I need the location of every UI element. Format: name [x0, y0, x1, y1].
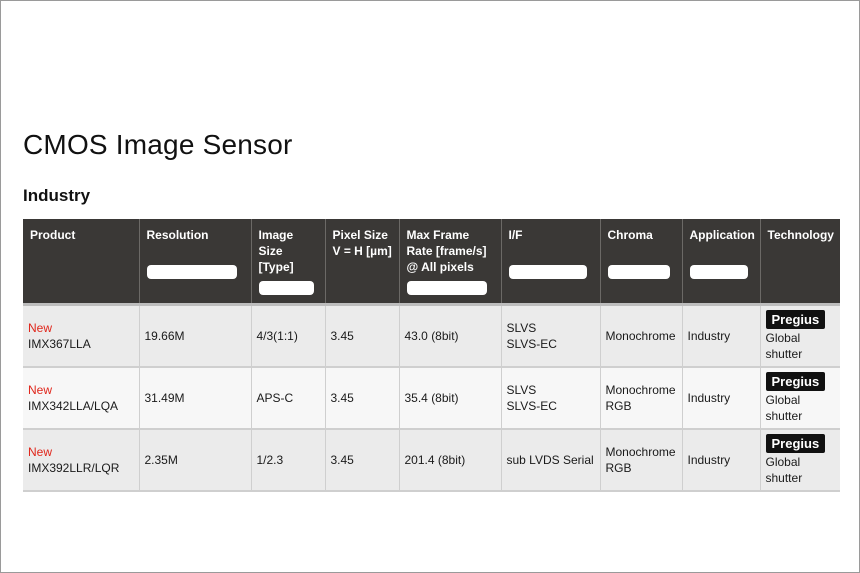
product-name[interactable]: IMX342LLA/LQA — [28, 399, 119, 413]
new-badge: New — [28, 383, 53, 397]
resolution-cell: 19.66M — [139, 305, 251, 368]
col-technology[interactable] — [760, 219, 840, 305]
col-technology-label: Technology — [767, 228, 834, 242]
col-resolution-label: Resolution — [146, 228, 209, 242]
chroma-filter[interactable] — [608, 265, 671, 279]
col-image-size[interactable] — [251, 219, 325, 305]
interface-line: sub LVDS Serial — [506, 453, 594, 467]
frame-rate-filter[interactable] — [407, 281, 488, 295]
image-size-cell: 1/2.3 — [251, 429, 325, 491]
col-pixel-size-label: Pixel Size V = H [µm] — [332, 228, 392, 258]
pixel-size-cell: 3.45 — [325, 429, 399, 491]
product-name[interactable]: IMX392LLR/LQR — [28, 461, 120, 475]
col-application-label: Application — [689, 228, 755, 242]
application-cell: Industry — [682, 429, 760, 491]
chroma-line: Monochrome — [605, 445, 676, 459]
pixel-size-cell: 3.45 — [325, 305, 399, 368]
interface-line: SLVS — [506, 321, 537, 335]
technology-cell — [760, 429, 840, 491]
image-size-filter[interactable] — [259, 281, 314, 295]
col-product[interactable] — [23, 219, 139, 305]
frame-rate-cell: 43.0 (8bit) — [399, 305, 501, 368]
col-resolution[interactable] — [139, 219, 251, 305]
col-product-label: Product — [30, 228, 76, 242]
col-chroma-label: Chroma — [607, 228, 653, 242]
chroma-line: Monochrome — [605, 383, 676, 397]
interface-line: SLVS-EC — [506, 399, 557, 413]
section-title: Industry — [23, 186, 91, 205]
col-frame-rate[interactable] — [399, 219, 501, 305]
table-row[interactable] — [23, 367, 840, 429]
product-name[interactable]: IMX367LLA — [28, 337, 91, 351]
interface-line: SLVS — [506, 383, 537, 397]
col-interface-label: I/F — [508, 228, 523, 242]
pregius-logo: Pregius — [766, 434, 826, 453]
product-cell — [23, 367, 139, 429]
pregius-logo: Pregius — [766, 372, 826, 391]
chroma-line: RGB — [605, 399, 632, 413]
sensor-table — [23, 219, 840, 492]
page-title: CMOS Image Sensor — [23, 129, 293, 160]
table-row[interactable] — [23, 429, 840, 491]
technology-cell — [760, 367, 840, 429]
col-pixel-size[interactable] — [325, 219, 399, 305]
col-application[interactable] — [682, 219, 760, 305]
table-row[interactable] — [23, 305, 840, 368]
technology-subtext: Global shutter — [765, 393, 803, 423]
new-badge: New — [28, 445, 53, 459]
interface-cell — [501, 367, 600, 429]
application-cell: Industry — [682, 367, 760, 429]
chroma-line: Monochrome — [605, 329, 676, 343]
col-chroma[interactable] — [600, 219, 682, 305]
col-frame-rate-label: Max Frame Rate [frame/s] @ All pixels — [406, 228, 487, 274]
technology-subtext: Global shutter — [765, 331, 803, 361]
frame-rate-cell: 201.4 (8bit) — [399, 429, 501, 491]
chroma-cell — [600, 429, 682, 491]
resolution-cell: 31.49M — [139, 367, 251, 429]
application-cell: Industry — [682, 305, 760, 368]
interface-cell — [501, 305, 600, 368]
frame-rate-cell: 35.4 (8bit) — [399, 367, 501, 429]
chroma-cell — [600, 305, 682, 368]
technology-cell — [760, 305, 840, 368]
table-header-row — [23, 219, 840, 305]
image-size-cell: 4/3(1:1) — [251, 305, 325, 368]
chroma-line: RGB — [605, 461, 632, 475]
new-badge: New — [28, 321, 53, 335]
pixel-size-cell: 3.45 — [325, 367, 399, 429]
application-filter[interactable] — [690, 265, 749, 279]
interface-cell — [501, 429, 600, 491]
product-cell — [23, 429, 139, 491]
interface-filter[interactable] — [509, 265, 587, 279]
resolution-cell: 2.35M — [139, 429, 251, 491]
product-cell — [23, 305, 139, 368]
interface-line: SLVS-EC — [506, 337, 557, 351]
col-interface[interactable] — [501, 219, 600, 305]
image-size-cell: APS-C — [251, 367, 325, 429]
col-image-size-label: Image Size [Type] — [258, 228, 294, 274]
chroma-cell — [600, 367, 682, 429]
technology-subtext: Global shutter — [765, 455, 803, 485]
resolution-filter[interactable] — [147, 265, 237, 279]
pregius-logo: Pregius — [766, 310, 826, 329]
